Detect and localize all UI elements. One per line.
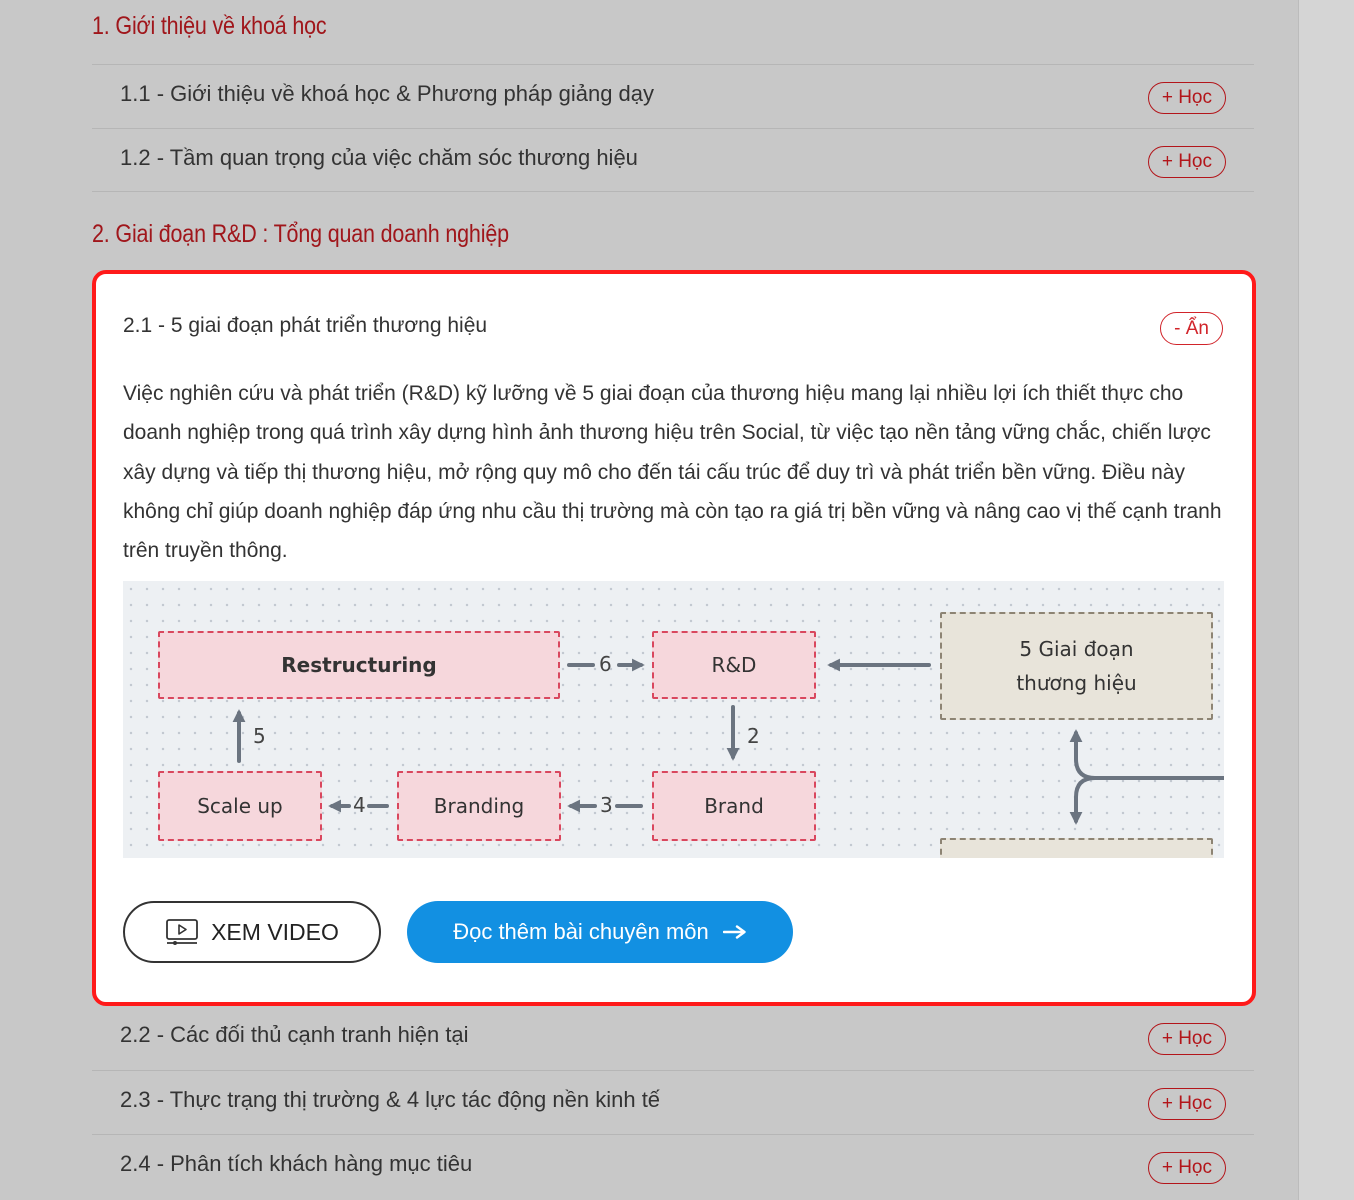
step-label-5: 5 xyxy=(253,724,266,748)
brand-box: Brand xyxy=(652,771,816,841)
step-label-2: 2 xyxy=(747,724,760,748)
step-label-3: 3 xyxy=(600,793,613,817)
brand-stages-diagram xyxy=(123,581,1224,858)
lesson-title: 1.2 - Tầm quan trọng của việc chăm sóc thương hiệu xyxy=(120,145,638,170)
lesson-row-2-3[interactable] xyxy=(92,1070,1254,1134)
lesson-description: Việc nghiên cứu và phát triển (R&D) kỹ lưỡng về 5 giai đoạn của thương hiệu mang lại nhiều lợi ích thiết thực cho doanh nghiệp trong quá trình xây dựng hình ảnh thương hiệu trên Social, từ việc tạo nền tảng vững chắc, chiến lược xây dựng và tiếp thị thương hiệu, mở rộng quy mô cho đến tái cấu trúc để duy trì và phát triển bền vững. Điều này không chỉ giúp doanh nghiệp đáp ứng nhu cầu thị trường mà còn tạo ra giá trị bền vững và nâng cao vị thế cạnh tranh trên truyền thông. xyxy=(123,382,1222,563)
lesson-row-2-2[interactable] xyxy=(92,1006,1254,1070)
hide-button[interactable]: - Ẩn xyxy=(1160,312,1223,345)
step-label-4: 4 xyxy=(353,793,366,817)
learn-button[interactable]: + Học xyxy=(1148,82,1226,114)
learn-button[interactable]: + Học xyxy=(1148,1023,1226,1055)
branch-up xyxy=(1076,733,1224,778)
learn-button[interactable]: + Học xyxy=(1148,146,1226,178)
step-label-6: 6 xyxy=(599,652,612,676)
lesson-row-1-2[interactable] xyxy=(92,128,1254,192)
expanded-lesson-card xyxy=(92,270,1256,1006)
five-stages-box xyxy=(940,612,1213,720)
learn-button[interactable]: + Học xyxy=(1148,1152,1226,1184)
expanded-lesson-title: 2.1 - 5 giai đoạn phát triển thương hiệu xyxy=(123,314,488,337)
learn-button[interactable]: + Học xyxy=(1148,1088,1226,1120)
lesson-title: 2.4 - Phân tích khách hàng mục tiêu xyxy=(120,1151,473,1176)
lesson-row-1-1[interactable] xyxy=(92,64,1254,128)
scaleup-box: Scale up xyxy=(158,771,322,841)
arrow-right-icon xyxy=(723,925,747,939)
restructuring-box: Restructuring xyxy=(158,631,560,699)
five-stages-line2: thương hiệu xyxy=(1016,671,1137,695)
branch-down xyxy=(1076,778,1095,821)
section-title-2: 2. Giai đoạn R&D : Tổng quan doanh nghiệp xyxy=(92,220,509,248)
five-stages-line1: 5 Giai đoạn xyxy=(1019,637,1134,661)
lesson-title: 2.3 - Thực trạng thị trường & 4 lực tác động nền kinh tế xyxy=(120,1087,661,1112)
section-title-1: 1. Giới thiệu về khoá học xyxy=(92,12,327,40)
rd-box: R&D xyxy=(652,631,816,699)
stages-box-partial xyxy=(940,838,1213,858)
lesson-title: 1.1 - Giới thiệu về khoá học & Phương pháp giảng dạy xyxy=(120,81,655,106)
video-player-icon xyxy=(165,918,199,946)
watch-video-label: XEM VIDEO xyxy=(211,918,339,945)
read-more-label: Đọc thêm bài chuyên môn xyxy=(453,919,709,944)
page-scroll-gutter xyxy=(1298,0,1354,1200)
watch-video-button[interactable] xyxy=(123,901,381,963)
lesson-row-2-4[interactable] xyxy=(92,1134,1254,1198)
lesson-title: 2.2 - Các đối thủ cạnh tranh hiện tại xyxy=(120,1022,469,1047)
read-more-button[interactable] xyxy=(407,901,793,963)
branding-box: Branding xyxy=(397,771,561,841)
